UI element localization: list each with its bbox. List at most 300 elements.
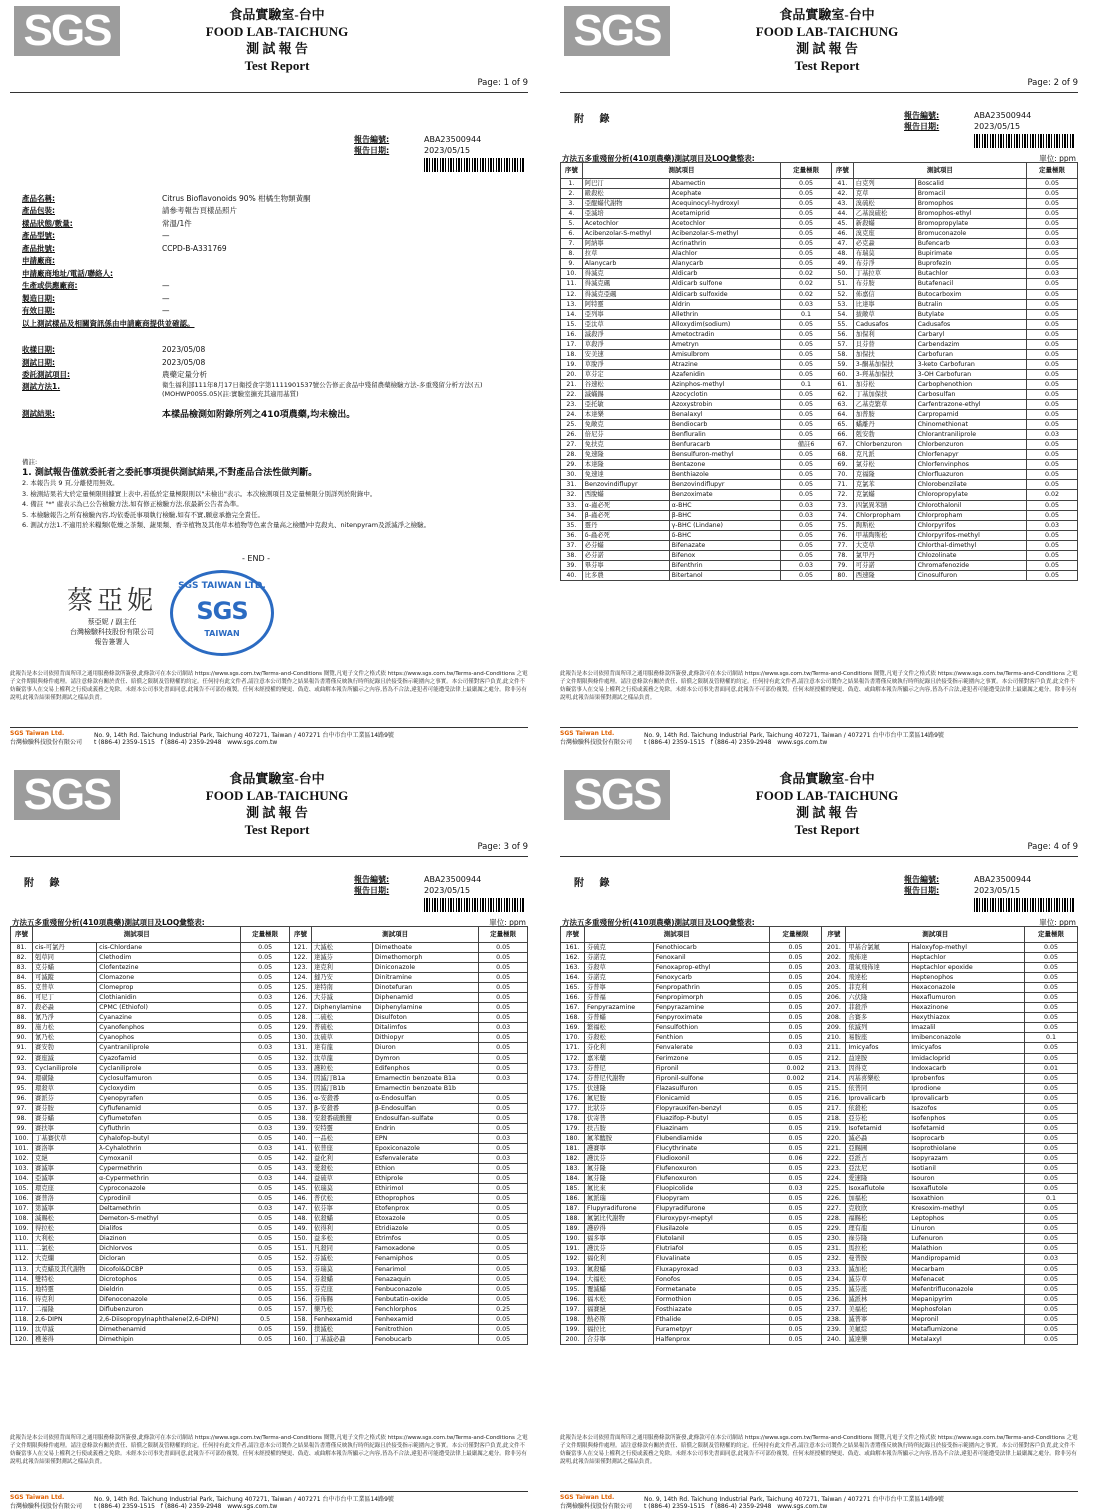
loq-value: 0.05 xyxy=(1025,943,1078,953)
pesticide-table xyxy=(10,926,528,1345)
item-zh: 克收欣 xyxy=(846,1204,909,1214)
row-no: 34. xyxy=(561,510,583,520)
row-no: 21. xyxy=(561,379,583,389)
row-no: 151. xyxy=(289,1244,311,1254)
loq-value: 0.05 xyxy=(1025,1224,1078,1234)
row-no: 223. xyxy=(822,1164,846,1174)
item-zh: 白克列 xyxy=(853,179,915,189)
item-en: Epoxiconazole xyxy=(372,1143,479,1153)
loq-value: 0.05 xyxy=(1027,219,1078,229)
row-no: 147. xyxy=(289,1204,311,1214)
loq-value: 0.03 xyxy=(241,1123,290,1133)
item-en: Fluxapyroxad xyxy=(653,1264,769,1274)
field-label: 測試結果: xyxy=(22,408,55,418)
item-zh: 貝芬替 xyxy=(853,339,915,349)
item-en: Ferimzone xyxy=(653,1053,769,1063)
report-title-zh: 測 試 報 告 xyxy=(246,41,308,56)
row-no: 187. xyxy=(561,1204,585,1214)
item-zh: 滅殺淨 xyxy=(582,329,669,339)
row-no: 85. xyxy=(11,983,33,993)
row-no: 10. xyxy=(561,269,583,279)
loq-value: 0.05 xyxy=(479,993,528,1003)
item-zh: 氟尼胺 xyxy=(584,1093,653,1103)
item-zh: 樂乃松 xyxy=(312,1304,373,1314)
row-no: 116. xyxy=(11,1294,33,1304)
sgs-logo: SGS xyxy=(564,6,670,56)
row-no: 150. xyxy=(289,1234,311,1244)
item-en: Dimethoate xyxy=(372,943,479,953)
item-zh: 賽派芬 xyxy=(33,1093,97,1103)
item-zh: 亞賜圃 xyxy=(846,1143,909,1153)
item-zh: Imicyafos xyxy=(846,1043,909,1053)
item-en: Bendiocarb xyxy=(669,420,780,430)
item-en: Bromuconazole xyxy=(915,229,1026,239)
row-no: 92. xyxy=(11,1053,33,1063)
loq-value: 0.05 xyxy=(781,209,832,219)
item-en: Aldrin xyxy=(669,299,780,309)
item-zh: 亞托敏 xyxy=(582,400,669,410)
loq-value: 0.05 xyxy=(241,1274,290,1284)
company-address: No. 9, 14th Rd. Taichung Industrial Park, Taichung 407271, Taiwan / 407271 台中市台中工業區14路9號 xyxy=(644,732,944,739)
table-row xyxy=(561,510,1078,520)
item-zh: 亞芬松 xyxy=(846,1113,909,1123)
item-en: Mepronil xyxy=(909,1314,1025,1324)
row-no: 100. xyxy=(11,1133,33,1143)
item-en: Fenpyroximate xyxy=(653,1013,769,1023)
row-no: 46. xyxy=(832,229,854,239)
table-row xyxy=(561,1133,1078,1143)
row-no: 42. xyxy=(832,189,854,199)
page-number: Page: 1 of 9 xyxy=(477,78,528,88)
loq-value: 0.05 xyxy=(479,1244,528,1254)
item-zh: 普伏松 xyxy=(312,1194,373,1204)
item-en: Fluazifop-P-butyl xyxy=(653,1113,769,1123)
loq-value: 0.05 xyxy=(1025,1234,1078,1244)
loq-value: 0.05 xyxy=(769,1204,822,1214)
row-no: 194. xyxy=(561,1274,585,1284)
lab-title xyxy=(712,770,942,838)
item-zh: 安特靈 xyxy=(312,1123,373,1133)
row-no: 240. xyxy=(822,1334,846,1344)
loq-value: 0.05 xyxy=(479,1334,528,1344)
table-row xyxy=(561,1244,1078,1254)
table-row xyxy=(561,460,1078,470)
field-label: 樣品狀態/數量: xyxy=(22,218,73,228)
item-en: Cinosulfuron xyxy=(915,570,1026,580)
loq-value: 0.05 xyxy=(241,1033,290,1043)
item-zh: Benzovindiflupyr xyxy=(582,480,669,490)
col-item: 測試項目 xyxy=(33,927,241,943)
item-en: Leptophos xyxy=(909,1214,1025,1224)
col-no: 序號 xyxy=(561,163,583,179)
loq-value: 0.05 xyxy=(781,450,832,460)
item-zh: 飛佈達 xyxy=(846,953,909,963)
row-no: 209. xyxy=(822,1023,846,1033)
item-zh: 滅達樂 xyxy=(846,1334,909,1344)
loq-value: 0.05 xyxy=(781,189,832,199)
loq-value: 0.1 xyxy=(1025,1194,1078,1204)
item-en: 2,6-Diisopropylnaphthalene(2,6-DIPN) xyxy=(97,1314,241,1324)
loq-value: 0.05 xyxy=(1027,329,1078,339)
test-result: 本樣品檢測如附錄所列之410項農藥,均未檢出。 xyxy=(162,409,356,420)
item-en: Flonicamid xyxy=(653,1093,769,1103)
row-no: 227. xyxy=(822,1204,846,1214)
col-item: 測試項目 xyxy=(582,163,780,179)
table-header xyxy=(561,927,1078,943)
field-label: 有效日期: xyxy=(22,306,55,316)
loq-value: 0.03 xyxy=(241,993,290,1003)
item-zh: δ-蟲必死 xyxy=(582,530,669,540)
item-zh: 布芬胺 xyxy=(853,279,915,289)
row-no: 66. xyxy=(832,430,854,440)
item-zh: 靈丹 xyxy=(582,520,669,530)
item-zh: 毆殺松 xyxy=(582,189,669,199)
row-no: 83. xyxy=(11,963,33,973)
row-no: 86. xyxy=(11,993,33,1003)
item-en: δ-BHC xyxy=(669,530,780,540)
item-en: Ethirimol xyxy=(372,1184,479,1194)
loq-value: 0.03 xyxy=(1027,239,1078,249)
item-en: Flutolanil xyxy=(653,1234,769,1244)
item-zh: 克芬蟎 xyxy=(33,963,97,973)
item-en: Dieldrin xyxy=(97,1284,241,1294)
item-zh: 福拉比 xyxy=(584,1324,653,1334)
item-en: Carbofuran xyxy=(915,349,1026,359)
row-no: 226. xyxy=(822,1194,846,1204)
table-row xyxy=(561,179,1078,189)
item-en: Cyantraniliprole xyxy=(97,1043,241,1053)
table-row xyxy=(561,289,1078,299)
item-en: Difenoconazole xyxy=(97,1294,241,1304)
loq-value: 0.05 xyxy=(241,1264,290,1274)
row-no: 63. xyxy=(832,400,854,410)
item-en: Dimethomorph xyxy=(372,953,479,963)
item-zh: 拔敵草 xyxy=(853,309,915,319)
row-no: 233. xyxy=(822,1264,846,1274)
loq-value: 0.1 xyxy=(781,379,832,389)
field-label: 收樣日期: xyxy=(22,345,55,355)
remarks xyxy=(22,457,522,531)
table-row xyxy=(561,259,1078,269)
item-en: Chloropropylate xyxy=(915,490,1026,500)
row-no: 38. xyxy=(561,550,583,560)
row-no: 60. xyxy=(832,369,854,379)
col-item: 測試項目 xyxy=(853,163,1026,179)
loq-value: 0.05 xyxy=(241,963,290,973)
item-en: Butachlor xyxy=(915,269,1026,279)
row-no: 136. xyxy=(289,1093,311,1103)
item-zh: 氯芬松 xyxy=(853,460,915,470)
item-en: Acibenzolar-S-methyl xyxy=(669,229,780,239)
item-zh: 依瑞莫 xyxy=(312,1184,373,1194)
row-no: 174. xyxy=(561,1073,585,1083)
table-row xyxy=(561,339,1078,349)
col-no: 序號 xyxy=(561,927,585,943)
item-zh: 雙特松 xyxy=(33,1274,97,1284)
row-no: 98. xyxy=(11,1113,33,1123)
remark-line: 備註: xyxy=(22,458,38,466)
barcode xyxy=(974,898,1074,912)
row-no: 164. xyxy=(561,973,585,983)
item-en: Etoxazole xyxy=(372,1214,479,1224)
item-zh: 可滅蹤 xyxy=(33,973,97,983)
report-no: ABA23500944 xyxy=(974,875,1032,884)
item-en: Ethoprophos xyxy=(372,1194,479,1204)
handwritten-signature: 蔡亞妮 xyxy=(66,586,157,616)
divider xyxy=(10,92,528,93)
item-zh: 愛殺松 xyxy=(312,1164,373,1174)
loq-value: 0.05 xyxy=(1027,560,1078,570)
table-row xyxy=(561,1214,1078,1224)
item-en: Flubendiamide xyxy=(653,1133,769,1143)
row-no: 207. xyxy=(822,1003,846,1013)
table-row xyxy=(11,1294,528,1304)
item-en: β-Endosulfan xyxy=(372,1103,479,1113)
table-row xyxy=(561,309,1078,319)
table-row xyxy=(561,1153,1078,1163)
item-en: Fenhexamid xyxy=(372,1314,479,1324)
loq-value: 0.05 xyxy=(781,199,832,209)
col-loq: 定量極限 xyxy=(241,927,290,943)
field-label: 產品包裝: xyxy=(22,206,55,216)
company-tel: t (886-4) 2359-1515 xyxy=(644,1503,706,1510)
loq-value: 0.05 xyxy=(769,1103,822,1113)
table-row xyxy=(11,1224,528,1234)
item-en: Halfenprox xyxy=(653,1334,769,1344)
loq-value: 0.05 xyxy=(1025,1334,1078,1344)
report-date-label: 報告日期: xyxy=(904,122,940,131)
loq-value: 0.05 xyxy=(1025,1103,1078,1113)
item-en: Chlorfluazuron xyxy=(915,470,1026,480)
item-zh: 阿特靈 xyxy=(582,299,669,309)
item-en: Fenoxycarb xyxy=(653,973,769,983)
table-row xyxy=(561,1304,1078,1314)
company-web[interactable]: www.sgs.com.tw xyxy=(777,739,828,746)
loq-value: 0.05 xyxy=(241,1164,290,1174)
item-zh: 因滅汀B1a xyxy=(312,1073,373,1083)
item-zh: 達有龍 xyxy=(312,1043,373,1053)
row-no: 36. xyxy=(561,530,583,540)
loq-value: 0.03 xyxy=(241,1204,290,1214)
report-no-label: 報告編號: xyxy=(904,875,940,884)
row-no: 80. xyxy=(832,570,854,580)
table-row xyxy=(561,560,1078,570)
loq-value: 0.05 xyxy=(1025,993,1078,1003)
col-item: 測試項目 xyxy=(312,927,479,943)
company-name: SGS Taiwan Ltd. xyxy=(10,1494,65,1501)
loq-value: 0.05 xyxy=(781,249,832,259)
item-en: Heptachlor xyxy=(909,953,1025,963)
row-no: 71. xyxy=(832,480,854,490)
item-zh: Diphenylamine xyxy=(312,1003,373,1013)
loq-value: 0.05 xyxy=(769,1314,822,1324)
table-row xyxy=(561,1143,1078,1153)
remark-line: 6. 測試方法1.不適用於米糧類(乾燥之茶類、蔬果類、香辛植物及其他草本植物等色素含量高之檢體)中克殺丸、nitenpyram及派滅淨之檢驗。 xyxy=(22,521,431,529)
row-no: 142. xyxy=(289,1153,311,1163)
loq-value: 0.05 xyxy=(241,1153,290,1163)
table-row xyxy=(561,420,1078,430)
row-no: 64. xyxy=(832,410,854,420)
loq-value: 0.05 xyxy=(479,1254,528,1264)
item-zh: 布芬淨 xyxy=(853,259,915,269)
item-zh: 大克草 xyxy=(853,540,915,550)
loq-value: 0.05 xyxy=(241,1133,290,1143)
loq-value: 0.05 xyxy=(1027,299,1078,309)
item-zh: 賽座滅 xyxy=(33,1053,97,1063)
item-en: Indoxacarb xyxy=(909,1063,1025,1073)
item-zh: 芬諾克 xyxy=(584,973,653,983)
company-web[interactable]: www.sgs.com.tw xyxy=(777,1503,828,1510)
item-zh: 溴硫松 xyxy=(853,199,915,209)
table-row xyxy=(561,229,1078,239)
item-en: Chlorbenzuron xyxy=(915,440,1026,450)
end-mark: - END - xyxy=(242,554,271,563)
item-zh: 比多農 xyxy=(582,570,669,580)
loq-value: 0.05 xyxy=(1027,289,1078,299)
row-no: 59. xyxy=(832,359,854,369)
loq-value: 0.05 xyxy=(781,410,832,420)
row-no: 55. xyxy=(832,319,854,329)
row-no: 140. xyxy=(289,1133,311,1143)
loq-value: 0.05 xyxy=(1025,1053,1078,1063)
row-no: 162. xyxy=(561,953,585,963)
row-no: 31. xyxy=(561,480,583,490)
item-en: Dicofol&DCBP xyxy=(97,1264,241,1274)
item-zh: 益化利 xyxy=(312,1153,373,1163)
company-web[interactable]: www.sgs.com.tw xyxy=(227,1503,278,1510)
table-row xyxy=(561,219,1078,229)
row-no: 43. xyxy=(832,199,854,209)
item-en: Dicloran xyxy=(97,1254,241,1264)
table-row xyxy=(11,1053,528,1063)
item-zh: 賽芬蟎 xyxy=(33,1113,97,1123)
sgs-logo: SGS xyxy=(14,770,120,820)
row-no: 99. xyxy=(11,1123,33,1133)
item-en: Emamectin benzoate B1b xyxy=(372,1083,479,1093)
row-no: 210. xyxy=(822,1033,846,1043)
item-en: Iprobenfos xyxy=(909,1073,1025,1083)
row-no: 69. xyxy=(832,460,854,470)
item-zh: 免敵克 xyxy=(582,420,669,430)
row-no: 7. xyxy=(561,239,583,249)
item-en: Cyclaniliprole xyxy=(97,1063,241,1073)
table-row xyxy=(11,1113,528,1123)
item-en: Isoprocarb xyxy=(909,1133,1025,1143)
item-zh: 福化利 xyxy=(584,1254,653,1264)
lab-name-en: FOOD LAB-TAICHUNG xyxy=(205,24,349,39)
item-zh: 草脫淨 xyxy=(582,359,669,369)
row-no: 78. xyxy=(832,550,854,560)
row-no: 146. xyxy=(289,1194,311,1204)
loq-value: 0.05 xyxy=(769,953,822,963)
signer-name: 蔡亞妮 / 副主任 xyxy=(87,618,137,626)
report-title-zh: 測 試 報 告 xyxy=(796,41,858,56)
item-zh: 滅蟎錫 xyxy=(582,389,669,399)
loq-value: 0.03 xyxy=(479,1133,528,1143)
item-en: Fluvalinate xyxy=(653,1254,769,1264)
loq-value: 0.03 xyxy=(769,1264,822,1274)
item-en: Mecarbam xyxy=(909,1264,1025,1274)
row-no: 199. xyxy=(561,1324,585,1334)
row-no: 120. xyxy=(11,1334,33,1344)
row-no: 155. xyxy=(289,1284,311,1294)
loq-value: 0.05 xyxy=(1027,389,1078,399)
loq-value: 0.05 xyxy=(1025,1174,1078,1184)
item-en: Ametryn xyxy=(669,339,780,349)
row-no: 74. xyxy=(832,510,854,520)
loq-value: 0.05 xyxy=(479,1294,528,1304)
table-row xyxy=(561,570,1078,580)
row-no: 90. xyxy=(11,1033,33,1043)
item-en: Bifenazate xyxy=(669,540,780,550)
row-no: 24. xyxy=(561,410,583,420)
loq-value: 0.01 xyxy=(1025,1063,1078,1073)
loq-value: 0.05 xyxy=(781,389,832,399)
item-en: Ditalimfos xyxy=(372,1023,479,1033)
table-row xyxy=(561,1073,1078,1083)
table-header xyxy=(561,163,1078,179)
table-row xyxy=(561,1234,1078,1244)
row-no: 157. xyxy=(289,1304,311,1314)
report-date: 2023/05/15 xyxy=(424,146,471,155)
item-en: Cycloxydim xyxy=(97,1083,241,1093)
report-page-4 xyxy=(552,766,1086,1512)
table-row xyxy=(561,1204,1078,1214)
loq-value: 0.05 xyxy=(479,1204,528,1214)
table-row xyxy=(561,359,1078,369)
item-en: Mefentrifluconazole xyxy=(909,1284,1025,1294)
row-no: 49. xyxy=(832,259,854,269)
item-en: Clomeprop xyxy=(97,983,241,993)
divider xyxy=(560,92,1078,93)
loq-value: 0.05 xyxy=(241,1334,290,1344)
item-zh: α-安殺番 xyxy=(312,1093,373,1103)
item-en: Cyflufenamid xyxy=(97,1103,241,1113)
item-zh: 免速達 xyxy=(582,470,669,480)
loq-value: 0.05 xyxy=(241,953,290,963)
item-en: Fenamiphos xyxy=(372,1254,479,1264)
item-en: Cyenopyrafen xyxy=(97,1093,241,1103)
report-title-en: Test Report xyxy=(244,822,310,837)
row-no: 65. xyxy=(832,420,854,430)
col-no: 序號 xyxy=(289,927,311,943)
loq-value: 0.05 xyxy=(479,1214,528,1224)
item-en: Clomazone xyxy=(97,973,241,983)
row-no: 41. xyxy=(832,179,854,189)
item-zh: 二硫松 xyxy=(312,1013,373,1023)
loq-value: 0.05 xyxy=(1027,400,1078,410)
item-en: Benzovindiflupyr xyxy=(669,480,780,490)
report-title-en: Test Report xyxy=(794,822,860,837)
item-en: Chlozolinate xyxy=(915,550,1026,560)
item-en: cis-Chlordane xyxy=(97,943,241,953)
item-zh: 達克利 xyxy=(312,963,373,973)
item-en: Bupirimate xyxy=(915,249,1026,259)
col-loq: 定量極限 xyxy=(769,927,822,943)
item-zh: 得滅克亞碸 xyxy=(582,289,669,299)
row-no: 127. xyxy=(289,1003,311,1013)
item-en: Fenitrothion xyxy=(372,1324,479,1334)
item-zh: 安殺番硫酸鹽 xyxy=(312,1113,373,1123)
item-zh: 凡殺同 xyxy=(312,1244,373,1254)
company-web[interactable]: www.sgs.com.tw xyxy=(227,739,278,746)
loq-value: 0.03 xyxy=(781,560,832,570)
row-no: 132. xyxy=(289,1053,311,1063)
loq-value: 0.05 xyxy=(769,1123,822,1133)
report-date-label: 報告日期: xyxy=(354,886,390,895)
row-no: 171. xyxy=(561,1043,585,1053)
table-row xyxy=(561,540,1078,550)
